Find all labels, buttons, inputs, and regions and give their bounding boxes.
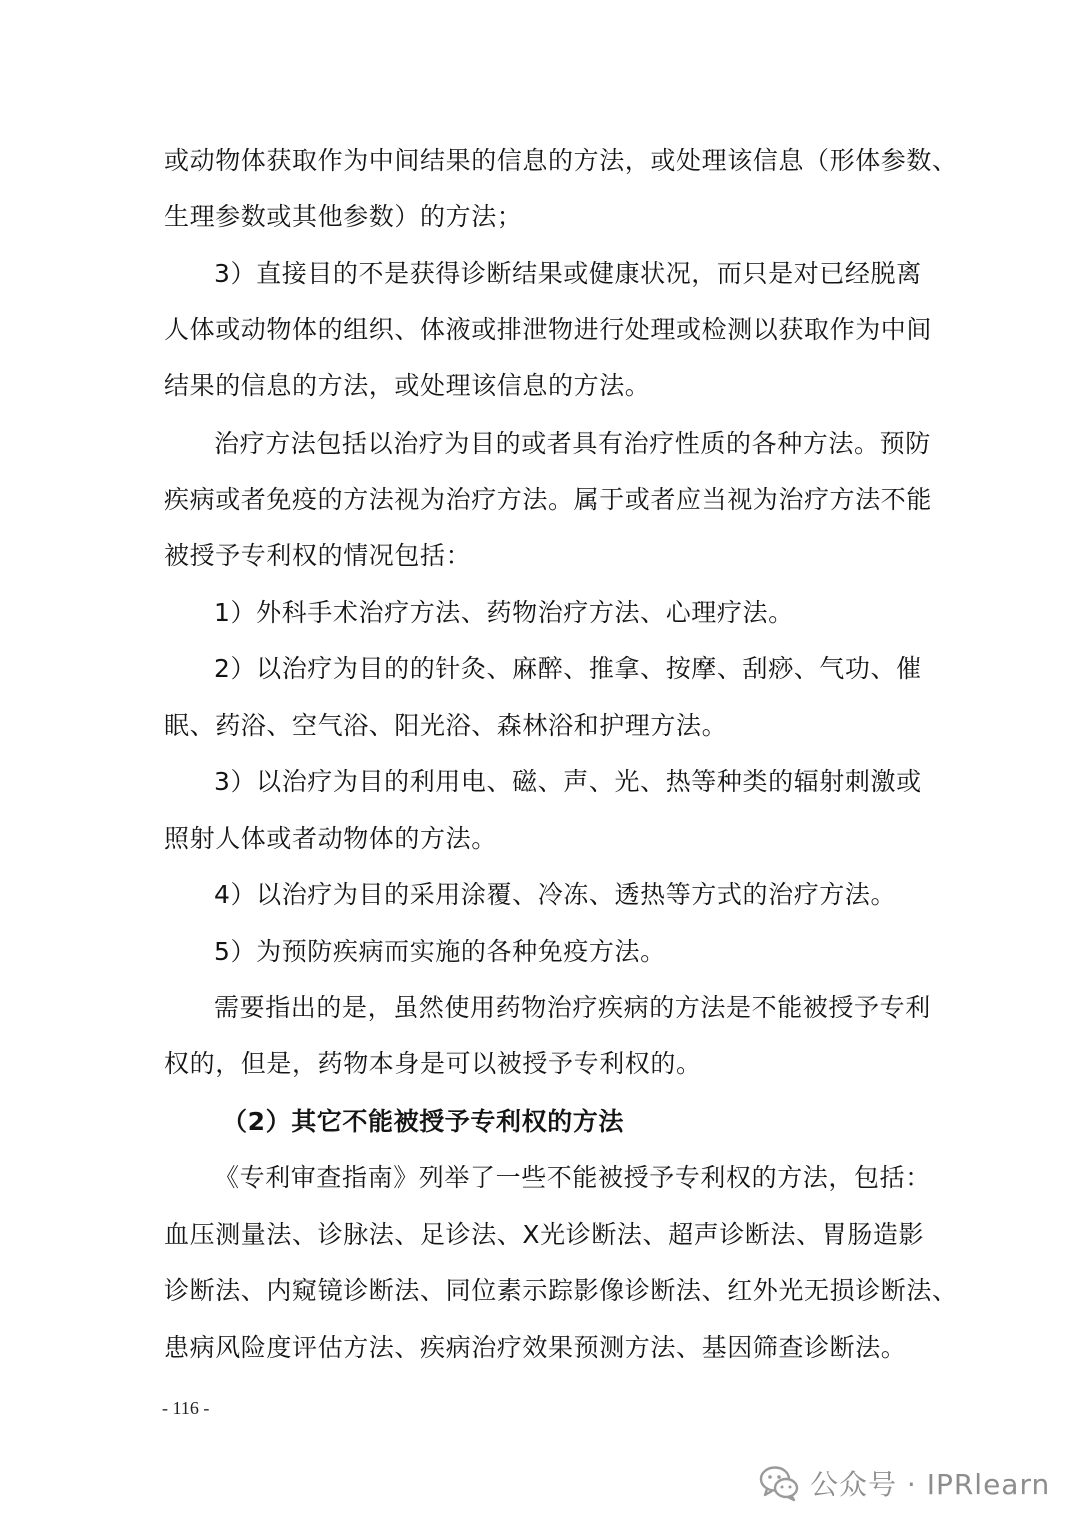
text-line: 疾病或者免疫的方法视为治疗方法。属于或者应当视为治疗方法不能 [164,485,933,514]
paragraph-line: 需要指出的是，虽然使用药物治疗疾病的方法是不能被授予专利 [214,993,931,1022]
text-line: 诊断法、内窥镜诊断法、同位素示踪影像诊断法、红外光无损诊断法、 [164,1276,958,1305]
text-line: 结果的信息的方法，或处理该信息的方法。 [164,371,651,400]
text-line: 人体或动物体的组织、体液或排泄物进行处理或检测以获取作为中间 [164,315,933,344]
list-item-line: 2）以治疗为目的的针灸、麻醉、推拿、按摩、刮痧、气功、催 [214,654,922,683]
text-line: 血压测量法、诊脉法、足诊法、X光诊断法、超声诊断法、胃肠造影 [164,1220,925,1249]
text-line: 或动物体获取作为中间结果的信息的方法，或处理该信息（形体参数、 [164,146,958,175]
paragraph-line: 《专利审查指南》列举了一些不能被授予专利权的方法，包括： [214,1163,931,1192]
list-item-line: 3）以治疗为目的利用电、磁、声、光、热等种类的辐射刺激或 [214,767,922,796]
text-line: 患病风险度评估方法、疾病治疗效果预测方法、基因筛查诊断法。 [164,1333,907,1362]
list-item-line: 5）为预防疾病而实施的各种免疫方法。 [214,937,666,966]
text-line: 生理参数或其他参数）的方法； [164,202,523,231]
wechat-icon [758,1462,800,1504]
text-line: 权的，但是，药物本身是可以被授予专利权的。 [164,1049,702,1078]
section-heading: （2）其它不能被授予专利权的方法 [222,1107,624,1136]
page-number: - 116 - [162,1398,210,1418]
watermark-text: 公众号 · IPRlearn [810,1468,1051,1501]
list-item-line: 3）直接目的不是获得诊断结果或健康状况，而只是对已经脱离 [214,259,922,288]
text-line: 照射人体或者动物体的方法。 [164,824,497,853]
text-line: 被授予专利权的情况包括： [164,541,472,570]
watermark [758,1458,1050,1508]
paragraph-line: 治疗方法包括以治疗为目的或者具有治疗性质的各种方法。预防 [214,429,931,458]
text-line: 眠、药浴、空气浴、阳光浴、森林浴和护理方法。 [164,711,728,740]
list-item-line: 1）外科手术治疗方法、药物治疗方法、心理疗法。 [214,598,794,627]
list-item-line: 4）以治疗为目的采用涂覆、冷冻、透热等方式的治疗方法。 [214,880,897,909]
